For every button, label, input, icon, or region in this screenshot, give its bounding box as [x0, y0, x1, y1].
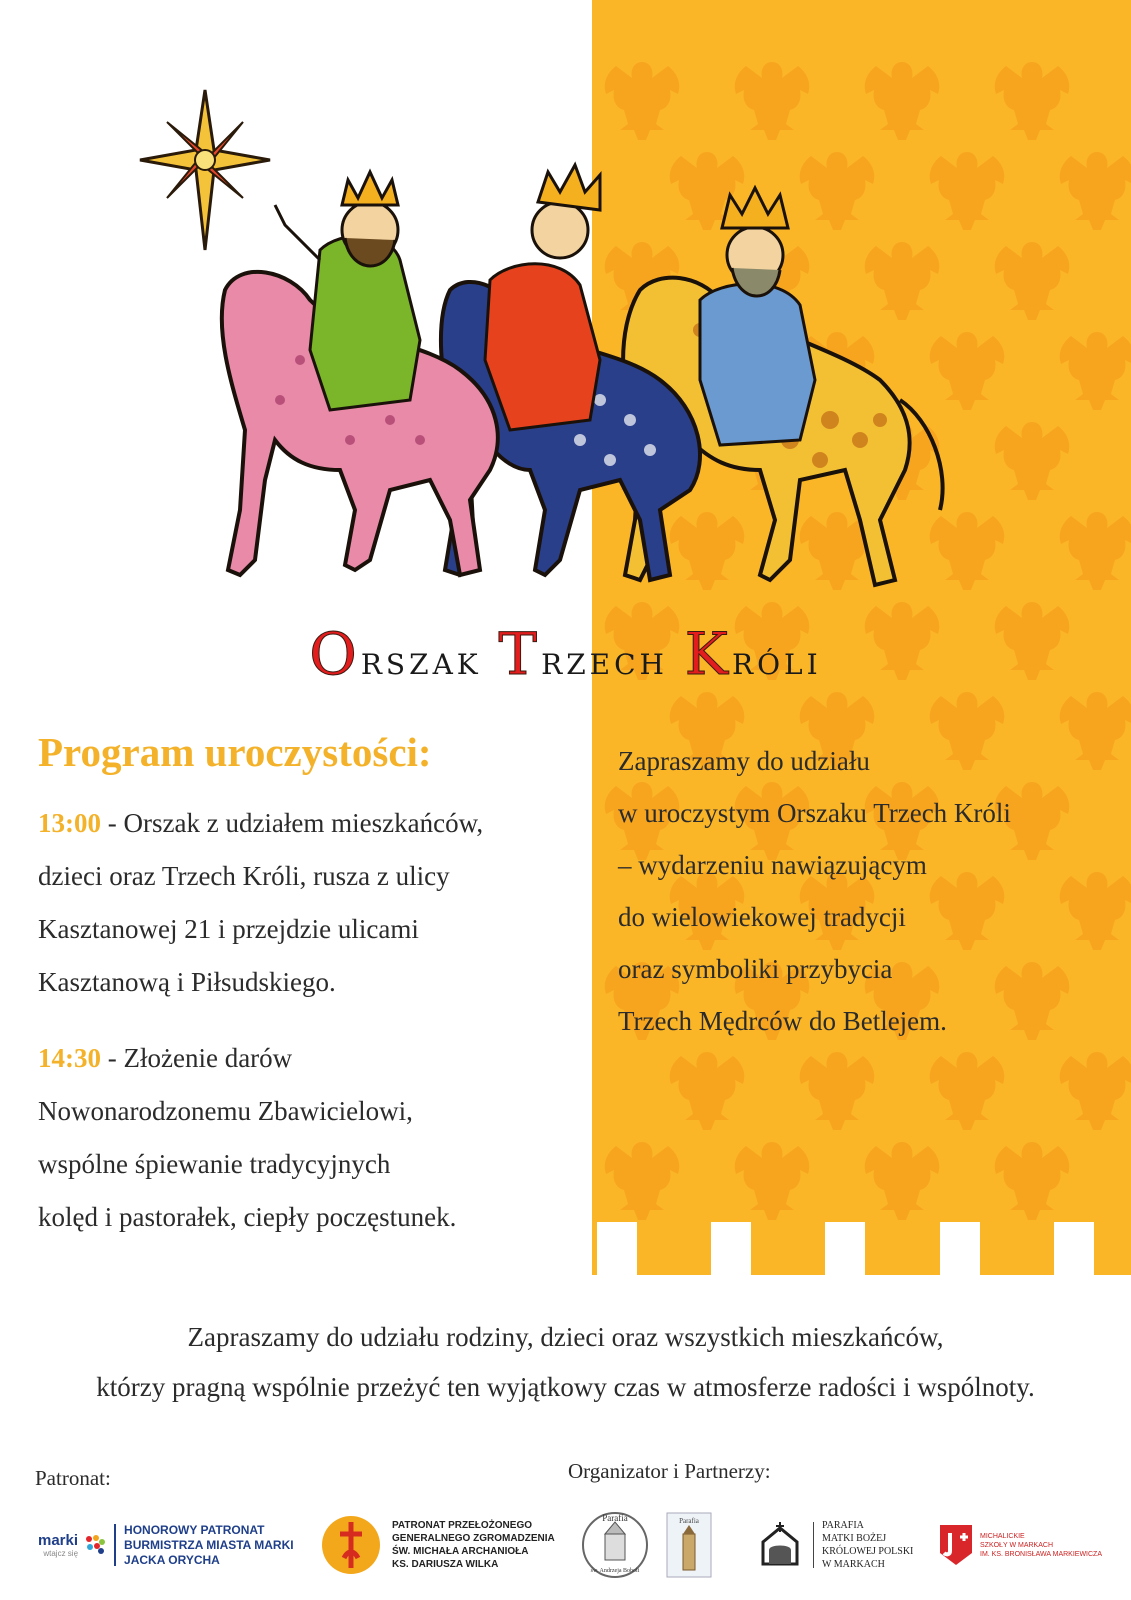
michalici-logo-text — [392, 1519, 555, 1571]
logo-line: KS. DARIUSZA WILKA — [392, 1559, 499, 1570]
marki-patronage-text — [124, 1523, 294, 1568]
logo-line: ŚW. MICHAŁA ARCHANIOŁA — [392, 1546, 529, 1557]
parish-seal-title: Parafia — [602, 1513, 628, 1523]
banner-crenel — [825, 1222, 865, 1275]
title-initial-o: O — [309, 620, 361, 688]
program-item-line: Kasztanową i Piłsudskiego. — [38, 967, 336, 997]
banner-crenel — [597, 1222, 637, 1275]
logo-line: HONOROWY PATRONAT — [124, 1522, 265, 1537]
logo-line: PARAFIA — [822, 1520, 864, 1531]
program-time: 14:30 — [38, 1043, 101, 1073]
program-text: - Orszak z udziałem mieszkańców, — [101, 808, 484, 838]
logo-line: SZKOŁY W MARKACH — [980, 1541, 1053, 1549]
church-logo-title: Parafia — [679, 1517, 699, 1525]
closing-text — [0, 1312, 1131, 1412]
parish-seal-icon — [580, 1510, 650, 1580]
program-item-line: dzieci oraz Trzech Króli, rusza z ulicy — [38, 861, 450, 891]
parafia-andrzeja-logo — [580, 1505, 650, 1585]
program-item-line: wspólne śpiewanie tradycyjnych — [38, 1149, 391, 1179]
logo-line: IM. KS. BRONISŁAWA MARKIEWICZA — [980, 1550, 1102, 1558]
school-logo-text — [980, 1532, 1102, 1559]
marki-dots-icon — [84, 1534, 106, 1556]
banner-crenel — [940, 1222, 980, 1275]
program-heading: Program uroczystości: — [38, 729, 432, 775]
invite-line: Trzech Mędrców do Betlejem. — [618, 1006, 947, 1036]
logo-line: MICHALICKIE — [980, 1532, 1025, 1540]
marki-patronage-logo — [38, 1505, 294, 1585]
program-item-line: Kasztanowej 21 i przejdzie ulicami — [38, 914, 419, 944]
logo-line: JACKA ORYCHA — [124, 1552, 220, 1567]
logo-line: PATRONAT PRZEŁOŻONEGO — [392, 1520, 532, 1531]
marki-logo-tagline: wtajcz się — [43, 1549, 79, 1558]
star-of-bethlehem-icon — [140, 90, 270, 250]
organizer-label: Organizator i Partnerzy: — [568, 1459, 771, 1483]
church-tower-icon — [666, 1512, 712, 1578]
michalici-logo — [320, 1505, 555, 1585]
banner-crenel — [711, 1222, 751, 1275]
title-rest-3: róli — [732, 638, 822, 684]
title-initial-t: T — [498, 620, 542, 688]
logo-line: GENERALNEGO ZGROMADZENIA — [392, 1533, 555, 1544]
parish-seal-subtitle: św. Andrzeja Boboli — [590, 1568, 640, 1574]
king-blue — [700, 188, 815, 445]
program-item-line: kolęd i pastorałek, ciepły poczęstunek. — [38, 1202, 457, 1232]
church-outline-icon — [755, 1520, 805, 1570]
invite-text — [618, 735, 1118, 1047]
marki-logo-word: marki — [38, 1532, 79, 1549]
program-item-1 — [38, 797, 583, 1009]
three-kings-illustration — [0, 0, 1131, 640]
invite-line: Zapraszamy do udziału — [618, 746, 870, 776]
logo-line: BURMISTRZA MIASTA MARKI — [124, 1537, 294, 1552]
title-initial-k: K — [684, 620, 732, 688]
program-item-line — [38, 797, 583, 850]
program-item-line — [38, 1032, 583, 1085]
title-rest-1: rszak — [360, 638, 482, 684]
program-item-line: Nowonarodzonemu Zbawicielowi, — [38, 1096, 413, 1126]
program-item-2 — [38, 1032, 583, 1244]
michalici-emblem-icon — [320, 1514, 382, 1576]
logo-divider — [114, 1524, 116, 1566]
logo-divider — [813, 1522, 814, 1568]
parafia-mbkp-text — [822, 1519, 913, 1571]
event-title — [0, 620, 1131, 688]
partner-logos — [0, 1505, 1131, 1585]
invite-line: oraz symboliki przybycia — [618, 954, 893, 984]
closing-line: Zapraszamy do udziału rodziny, dzieci oraz wszystkich mieszkańców, — [187, 1322, 944, 1352]
program-text: - Złożenie darów — [101, 1043, 293, 1073]
logo-line: MATKI BOŻEJ — [822, 1533, 887, 1544]
closing-line: którzy pragną wspólnie przeżyć ten wyjątkowy czas w atmosferze radości i wspólnoty. — [96, 1372, 1035, 1402]
invite-line: – wydarzeniu nawiązującym — [618, 850, 927, 880]
banner-crenel — [1054, 1222, 1094, 1275]
michalickie-szkoly-logo — [938, 1505, 1102, 1585]
title-rest-2: rzech — [541, 638, 668, 684]
invite-line: w uroczystym Orszaku Trzech Króli — [618, 798, 1011, 828]
parafia-church-logo — [666, 1505, 712, 1585]
king-red — [485, 165, 600, 430]
school-shield-icon — [938, 1523, 974, 1567]
invite-line: do wielowiekowej tradycji — [618, 902, 906, 932]
patronat-label: Patronat: — [35, 1466, 111, 1490]
parafia-mbkp-logo — [755, 1505, 913, 1585]
program-time: 13:00 — [38, 808, 101, 838]
logo-line: W MARKACH — [822, 1559, 885, 1570]
logo-line: KRÓLOWEJ POLSKI — [822, 1546, 914, 1557]
